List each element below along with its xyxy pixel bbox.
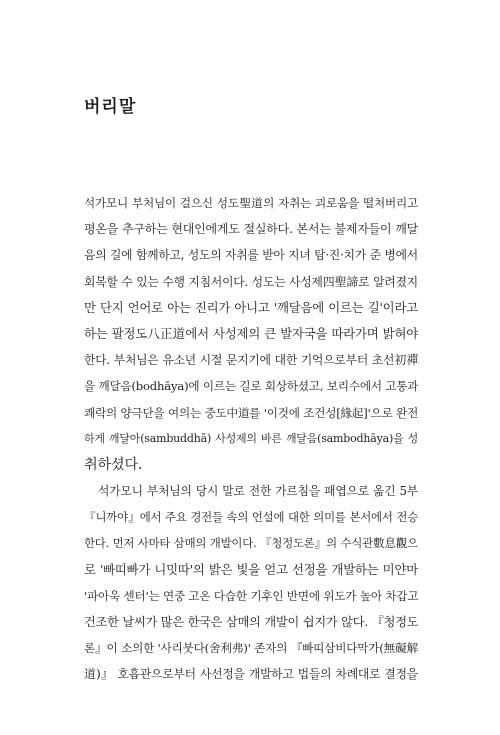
text-line: 한다. 먼저 사마타 삼매의 개발이다. 『청정도론』의 수식관數息觀으: [84, 536, 418, 551]
text-line: 을 깨달음(bodhāya)에 이르는 길로 회상하셨고, 보리수에서 고통과: [84, 379, 419, 394]
text-line: 하게 깨달아(sambuddhā) 사성제의 바른 깨달음(sambodhāya)을 성: [84, 431, 418, 445]
text-line: 만 단지 언어로 아는 진리가 아니고 '깨달음에 이르는 길'이라고: [84, 299, 418, 315]
text-line: 회복할 수 있는 수행 지침서이다. 성도는 사성제四聖諦로 알려졌지: [84, 274, 418, 289]
text-line: 道)』 호흡관으로부터 사선정을 개발하고 법들의 차례대로 결정을: [84, 667, 418, 682]
text-line: 평온을 추구하는 현대인에게도 절실하다. 본서는 불제자들이 깨달: [84, 222, 418, 237]
text-line: 석가모니 부처님의 당시 말로 전한 가르침을 패엽으로 옮긴 5부: [98, 484, 418, 499]
page-heading: 버리말: [84, 97, 137, 117]
text-line: 한다. 부처님은 유소년 시절 문지기에 대한 기억으로부터 초선初禪: [84, 353, 418, 368]
body-text: [84, 190, 418, 688]
text-line: 하는 팔정도八正道에서 사성제의 큰 발자국을 따라가며 밝혀야: [84, 325, 418, 341]
text-line: 쾌락의 양극단을 여의는 중도中道를 '이것에 조건성[緣起]'으로 완전: [84, 405, 419, 420]
text-line: 로 '빠띠빠가 니밋따'의 밝은 빛을 얻고 선정을 개발하는 미얀마: [84, 561, 418, 577]
text-line: 석가모니 부처님이 걸으신 성도聖道의 자취는 괴로움을 떨쳐버리고: [84, 196, 418, 210]
text-line: 론』이 소의한 '사리붓다(舍利弗)' 존자의 『빠띠삼비다막가(無礙解: [84, 641, 418, 656]
text-line: 『니까야』에서 주요 경전들 속의 언설에 대한 의미를 본서에서 전승: [84, 510, 418, 525]
text-line: 음의 길에 함께하고, 성도의 자취를 받아 지녀 탐·진·치가 준 병에서: [84, 248, 418, 263]
text-line: 취하셨다.: [84, 456, 143, 473]
text-line: 건조한 날씨가 많은 한국은 삼매의 개발이 쉽지가 않다. 『청정도: [84, 615, 419, 629]
text-line: '파아욱 센터'는 연중 고온 다습한 기후인 반면에 위도가 높아 차갑고: [84, 588, 419, 603]
